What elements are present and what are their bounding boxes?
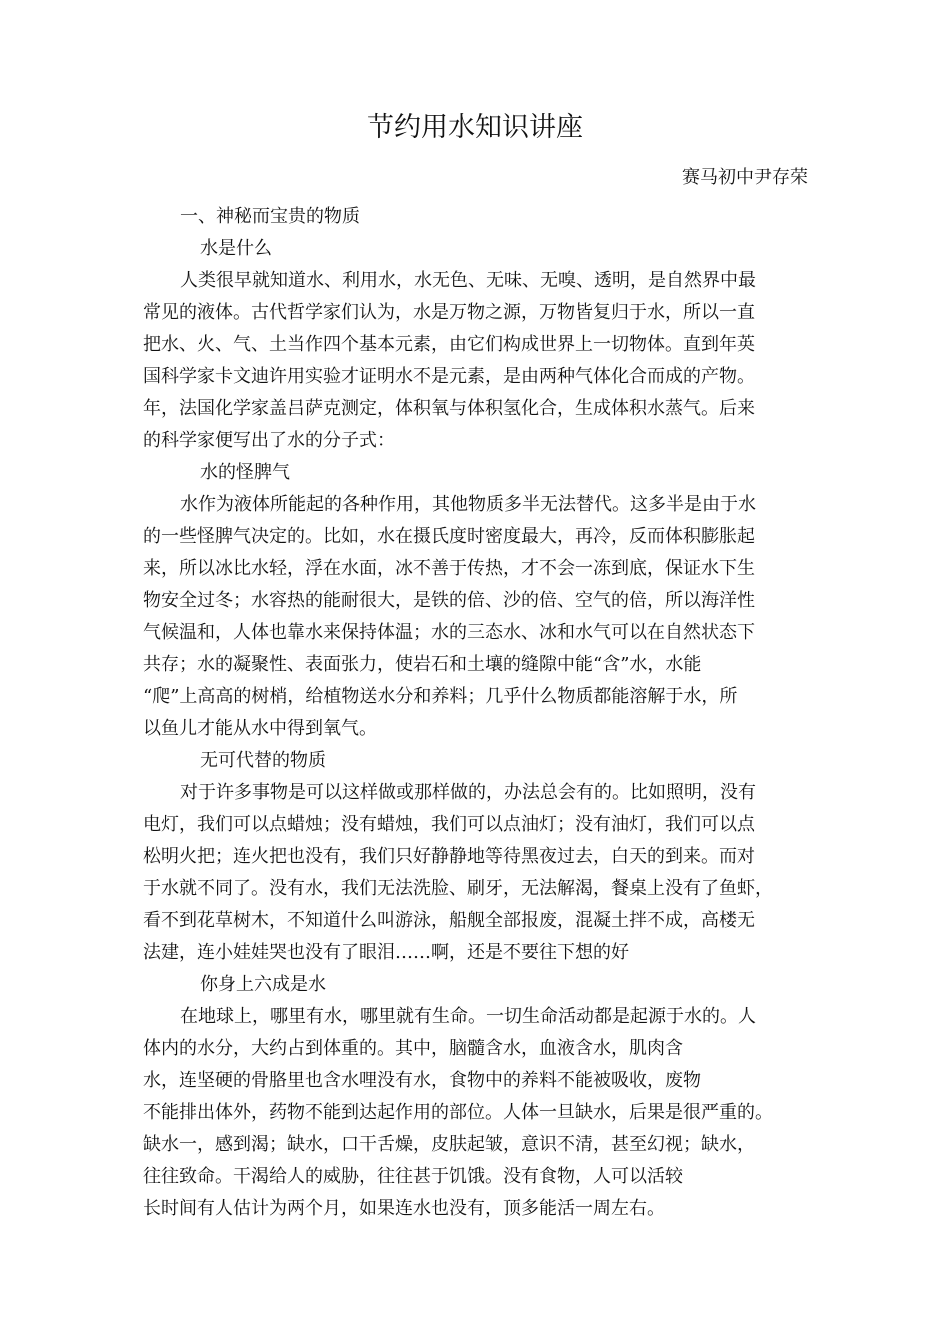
paragraph-line: 国科学家卡文迪许用实验才证明水不是元素，是由两种气体化合而成的产物。 [143,366,755,387]
paragraph-line: 对于许多事物是可以这样做或那样做的，办法总会有的。比如照明，没有 [180,782,756,803]
paragraph-line: 的科学家便写出了水的分子式： [143,430,395,451]
paragraph-line: 共存；水的凝聚性、表面张力，使岩石和土壤的缝隙中能“含”水，水能 [143,654,702,675]
author-line: 赛马初中尹存荣 [682,167,808,188]
paragraph-line: 缺水一，感到渴；缺水，口干舌燥，皮肤起皱，意识不清，甚至幻视；缺水， [143,1134,755,1155]
subsection-heading: 你身上六成是水 [200,974,326,995]
paragraph-line: 水，连坚硬的骨胳里也含水哩没有水，食物中的养料不能被吸收，废物 [143,1070,701,1091]
paragraph-line: 物安全过冬；水容热的能耐很大，是铁的倍、沙的倍、空气的倍，所以海洋性 [143,590,755,611]
paragraph-line: 水作为液体所能起的各种作用，其他物质多半无法替代。这多半是由于水 [180,494,756,515]
paragraph-line: “爬”上高高的树梢，给植物送水分和养料；几乎什么物质都能溶解于水，所 [143,686,738,707]
paragraph-line: 不能排出体外，药物不能到达起作用的部位。人体一旦缺水，后果是很严重的。 [143,1102,773,1123]
paragraph-line: 长时间有人估计为两个月，如果连水也没有，顶多能活一周左右。 [143,1198,665,1219]
paragraph-line: 常见的液体。古代哲学家们认为，水是万物之源，万物皆复归于水，所以一直 [143,302,755,323]
paragraph-line: 电灯，我们可以点蜡烛；没有蜡烛，我们可以点油灯；没有油灯，我们可以点 [143,814,755,835]
paragraph-line: 于水就不同了。没有水，我们无法洗脸、刷牙，无法解渴，餐桌上没有了鱼虾， [143,878,773,899]
paragraph-line: 的一些怪脾气决定的。比如，水在摄氏度时密度最大，再冷，反而体积膨胀起 [143,526,755,547]
paragraph-line: 人类很早就知道水、利用水，水无色、无味、无嗅、透明，是自然界中最 [180,270,756,291]
subsection-heading: 水是什么 [200,238,272,259]
paragraph-line: 体内的水分，大约占到体重的。其中，脑髓含水，血液含水，肌肉含 [143,1038,683,1059]
paragraph-line: 在地球上，哪里有水，哪里就有生命。一切生命活动都是起源于水的。人 [180,1006,756,1027]
paragraph-line: 往往致命。干渴给人的威胁，往往甚于饥饿。没有食物，人可以活较 [143,1166,683,1187]
paragraph-line: 看不到花草树木，不知道什么叫游泳，船舰全部报废，混凝土拌不成，高楼无 [143,910,755,931]
paragraph-line: 年，法国化学家盖吕萨克测定，体积氧与体积氢化合，生成体积水蒸气。后来 [143,398,755,419]
section-heading: 一、神秘而宝贵的物质 [180,206,360,227]
subsection-heading: 水的怪脾气 [200,462,290,483]
paragraph-line: 法建，连小娃娃哭也没有了眼泪……啊，还是不要往下想的好 [143,942,629,963]
paragraph-line: 以鱼儿才能从水中得到氧气。 [143,718,377,739]
paragraph-line: 把水、火、气、土当作四个基本元素，由它们构成世界上一切物体。直到年英 [143,334,755,355]
document-title: 节约用水知识讲座 [367,112,583,143]
paragraph-line: 气候温和，人体也靠水来保持体温；水的三态水、冰和水气可以在自然状态下 [143,622,755,643]
paragraph-line: 来，所以冰比水轻，浮在水面，冰不善于传热，才不会一冻到底，保证水下生 [143,558,755,579]
subsection-heading: 无可代替的物质 [200,750,326,771]
paragraph-line: 松明火把；连火把也没有，我们只好静静地等待黑夜过去，白天的到来。而对 [143,846,755,867]
document-body [143,201,833,1225]
